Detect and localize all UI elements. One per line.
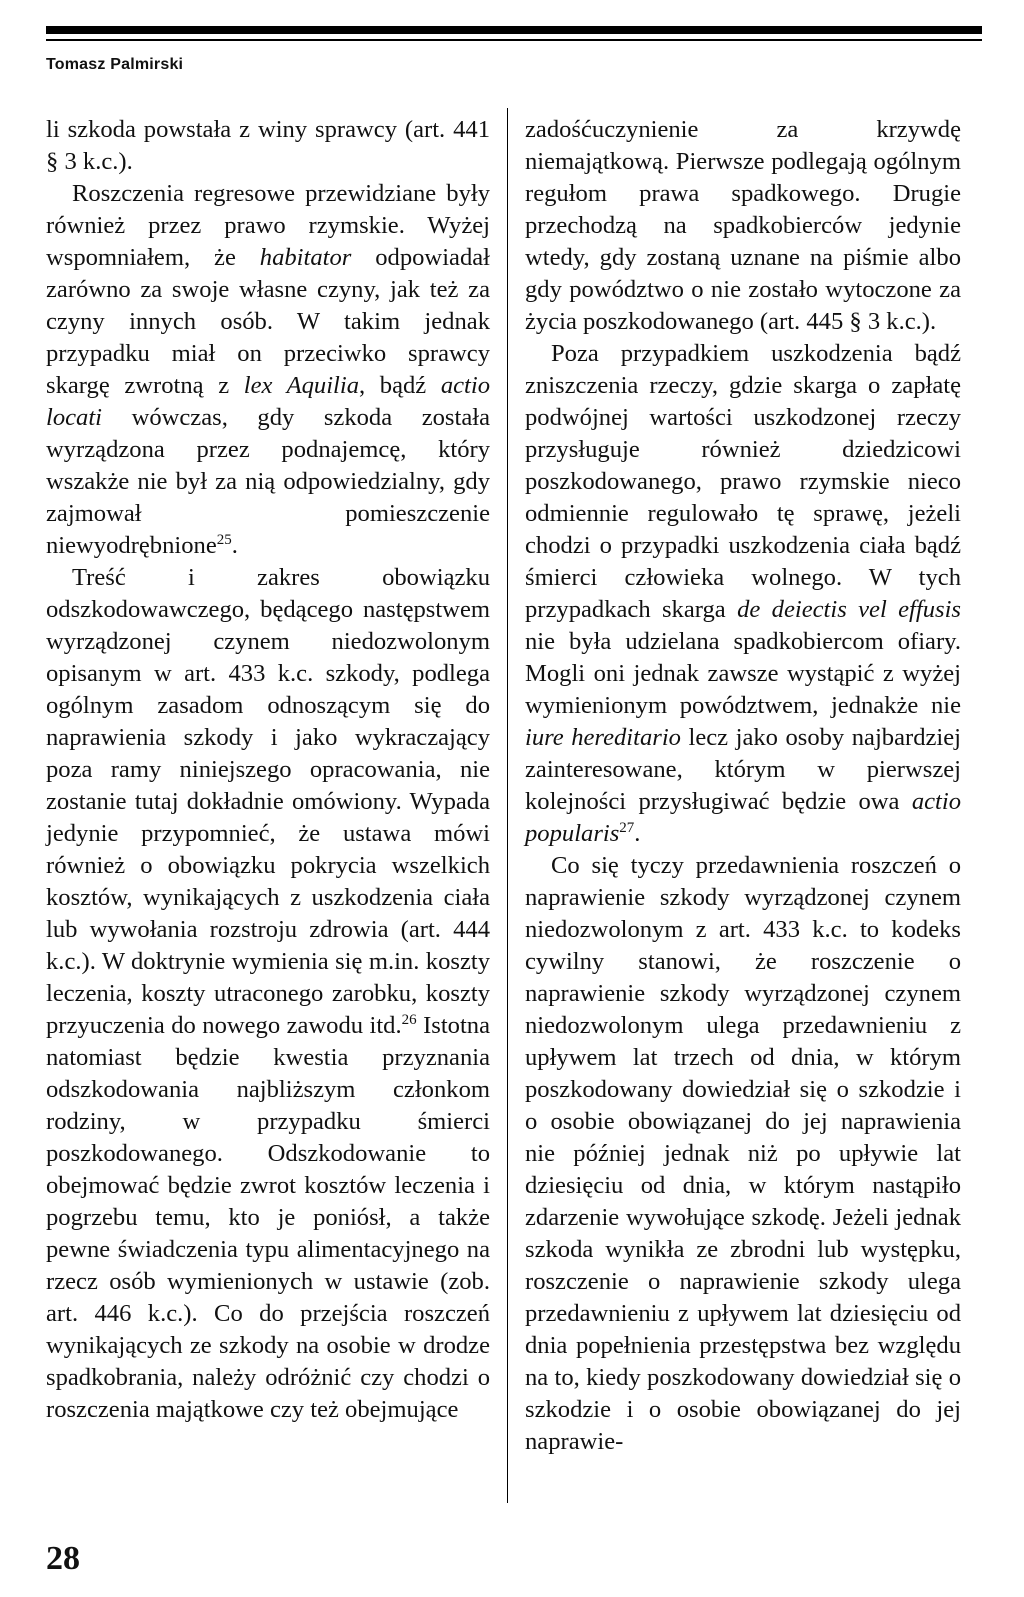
right-paragraph-2 bbox=[525, 338, 961, 850]
latin-term: actio popularis bbox=[525, 788, 961, 847]
footnote-ref-25: 25 bbox=[216, 532, 232, 548]
footnote-ref-27: 27 bbox=[619, 820, 635, 836]
column-divider bbox=[507, 108, 508, 1503]
left-text-column bbox=[46, 114, 490, 1426]
left-paragraph-1: li szkoda powstała z winy sprawcy (art. 441 § 3 k.c.). bbox=[46, 116, 490, 175]
text-run: odpowiadał zarówno za swoje własne czyny, jak też za czyny innych osób. W takim jednak przypadku miał on przeciwko sprawcy skargę zwrotną z bbox=[46, 244, 490, 399]
text-run: . bbox=[634, 820, 641, 847]
text-run: , bądź bbox=[359, 372, 441, 399]
header-rule-thick bbox=[46, 26, 982, 34]
text-run: nie była udzielana spadkobiercom ofiary. Mogli oni jednak zawsze wystąpić z wyżej wymienionym powództwem, jednakże nie bbox=[525, 628, 961, 719]
latin-term: iure hereditario bbox=[525, 724, 681, 751]
latin-term: lex Aquilia bbox=[243, 372, 359, 399]
latin-term: actio locati bbox=[46, 372, 491, 431]
page-number: 28 bbox=[46, 1540, 80, 1577]
latin-term: de deiectis vel effusis bbox=[737, 596, 961, 623]
right-paragraph-3: Co się tyczy przedawnienia roszczeń o naprawienie szkody wyrządzonej czynem niedozwolonym z art. 433 k.c. to kodeks cywilny stanowi, że roszczenie o naprawienie szkody wyrządzonej czynem niedozwolonym ulega przedawnieniu z upływem lat trzech od dnia, w którym poszkodowany dowiedział się o szkodzie i o osobie obowiązanej do jej naprawienia nie później jednak niż po upływie lat dziesięciu od dnia, w którym nastąpiło zdarzenie wywołujące szkodę. Jeżeli jednak szkoda wynikła ze zbrodni lub występku, roszczenie o naprawienie szkody ulega przedawnieniu z upływem lat dziesięciu od dnia popełnienia przestępstwa bez względu na to, kiedy poszkodowany dowiedział się o szkodzie i o osobie obowiązanej do jej naprawie- bbox=[525, 852, 961, 1455]
text-run: Roszczenia regresowe przewidziane były również przez prawo rzymskie. Wyżej wspomniałem, że bbox=[46, 180, 490, 271]
text-run: Treść i zakres obowiązku odszkodowawczego, będącego następstwem wyrządzonej czynem niedozwolonym opisanym w art. 433 k.c. szkody, podlega ogólnym zasadom odnoszącym się do naprawienia szkody i jako wykraczający poza ramy niniejszego opracowania, nie zostanie tutaj dokładnie omówiony. Wypada jedynie przypomnieć, że ustawa mówi również o obowiązku pokrycia wszelkich kosztów, wynikających z uszkodzenia ciała lub wywołania rozstroju zdrowia (art. 444 k.c.). W doktrynie wymienia się m.in. koszty leczenia, koszty utraconego zarobku, koszty przyuczenia do nowego zawodu itd. bbox=[46, 564, 490, 1039]
footnote-ref-26: 26 bbox=[401, 1012, 417, 1028]
right-paragraph-1: zadośćuczynienie za krzywdę niemajątkową. Pierwsze podlegają ogólnym regułom prawa spadkowego. Drugie przechodzą na spadkobierców jedynie wtedy, gdy zostaną uznane na piśmie albo gdy powództwo o nie zostało wytoczone za życia poszkodowanego (art. 445 § 3 k.c.). bbox=[525, 116, 961, 335]
header-rule-thin bbox=[46, 39, 982, 41]
text-run: Istotna natomiast będzie kwestia przyznania odszkodowania najbliższym członkom rodziny, w przypadku śmierci poszkodowanego. Odszkodowanie to obejmować będzie zwrot kosztów leczenia i pogrzebu temu, kto je poniósł, a także pewne świadczenia typu alimentacyjnego na rzecz osób wymienionych w ustawie (zob. art. 446 k.c.). Co do przejścia roszczeń wynikających ze szkody na osobie w drodze spadkobrania, należy odróżnić czy chodzi o roszczenia majątkowe czy też obejmujące bbox=[46, 1012, 491, 1423]
text-run: Poza przypadkiem uszkodzenia bądź zniszczenia rzeczy, gdzie skarga o zapłatę podwójnej wartości uszkodzonej rzeczy przysługuje również dziedzicowi poszkodowanego, prawo rzymskie nieco odmiennie regulowało tę sprawę, jeżeli chodzi o przypadki uszkodzenia ciała bądź śmierci człowieka wolnego. W tych przypadkach skarga bbox=[525, 340, 961, 623]
right-text-column bbox=[525, 114, 961, 1458]
text-run: wówczas, gdy szkoda została wyrządzona przez podnajemcę, który wszakże nie był za nią odpowiedzialny, gdy zajmował pomieszczenie niewyodrębnione bbox=[46, 404, 490, 559]
left-paragraph-2 bbox=[46, 178, 490, 562]
left-paragraph-3 bbox=[46, 562, 490, 1426]
latin-term: habitator bbox=[259, 244, 352, 271]
text-run: . bbox=[231, 532, 238, 559]
running-head-author: Tomasz Palmirski bbox=[46, 56, 184, 73]
text-run: lecz jako osoby najbardziej zainteresowane, którym w pierwszej kolejności przysługiwać będzie owa bbox=[525, 724, 961, 815]
